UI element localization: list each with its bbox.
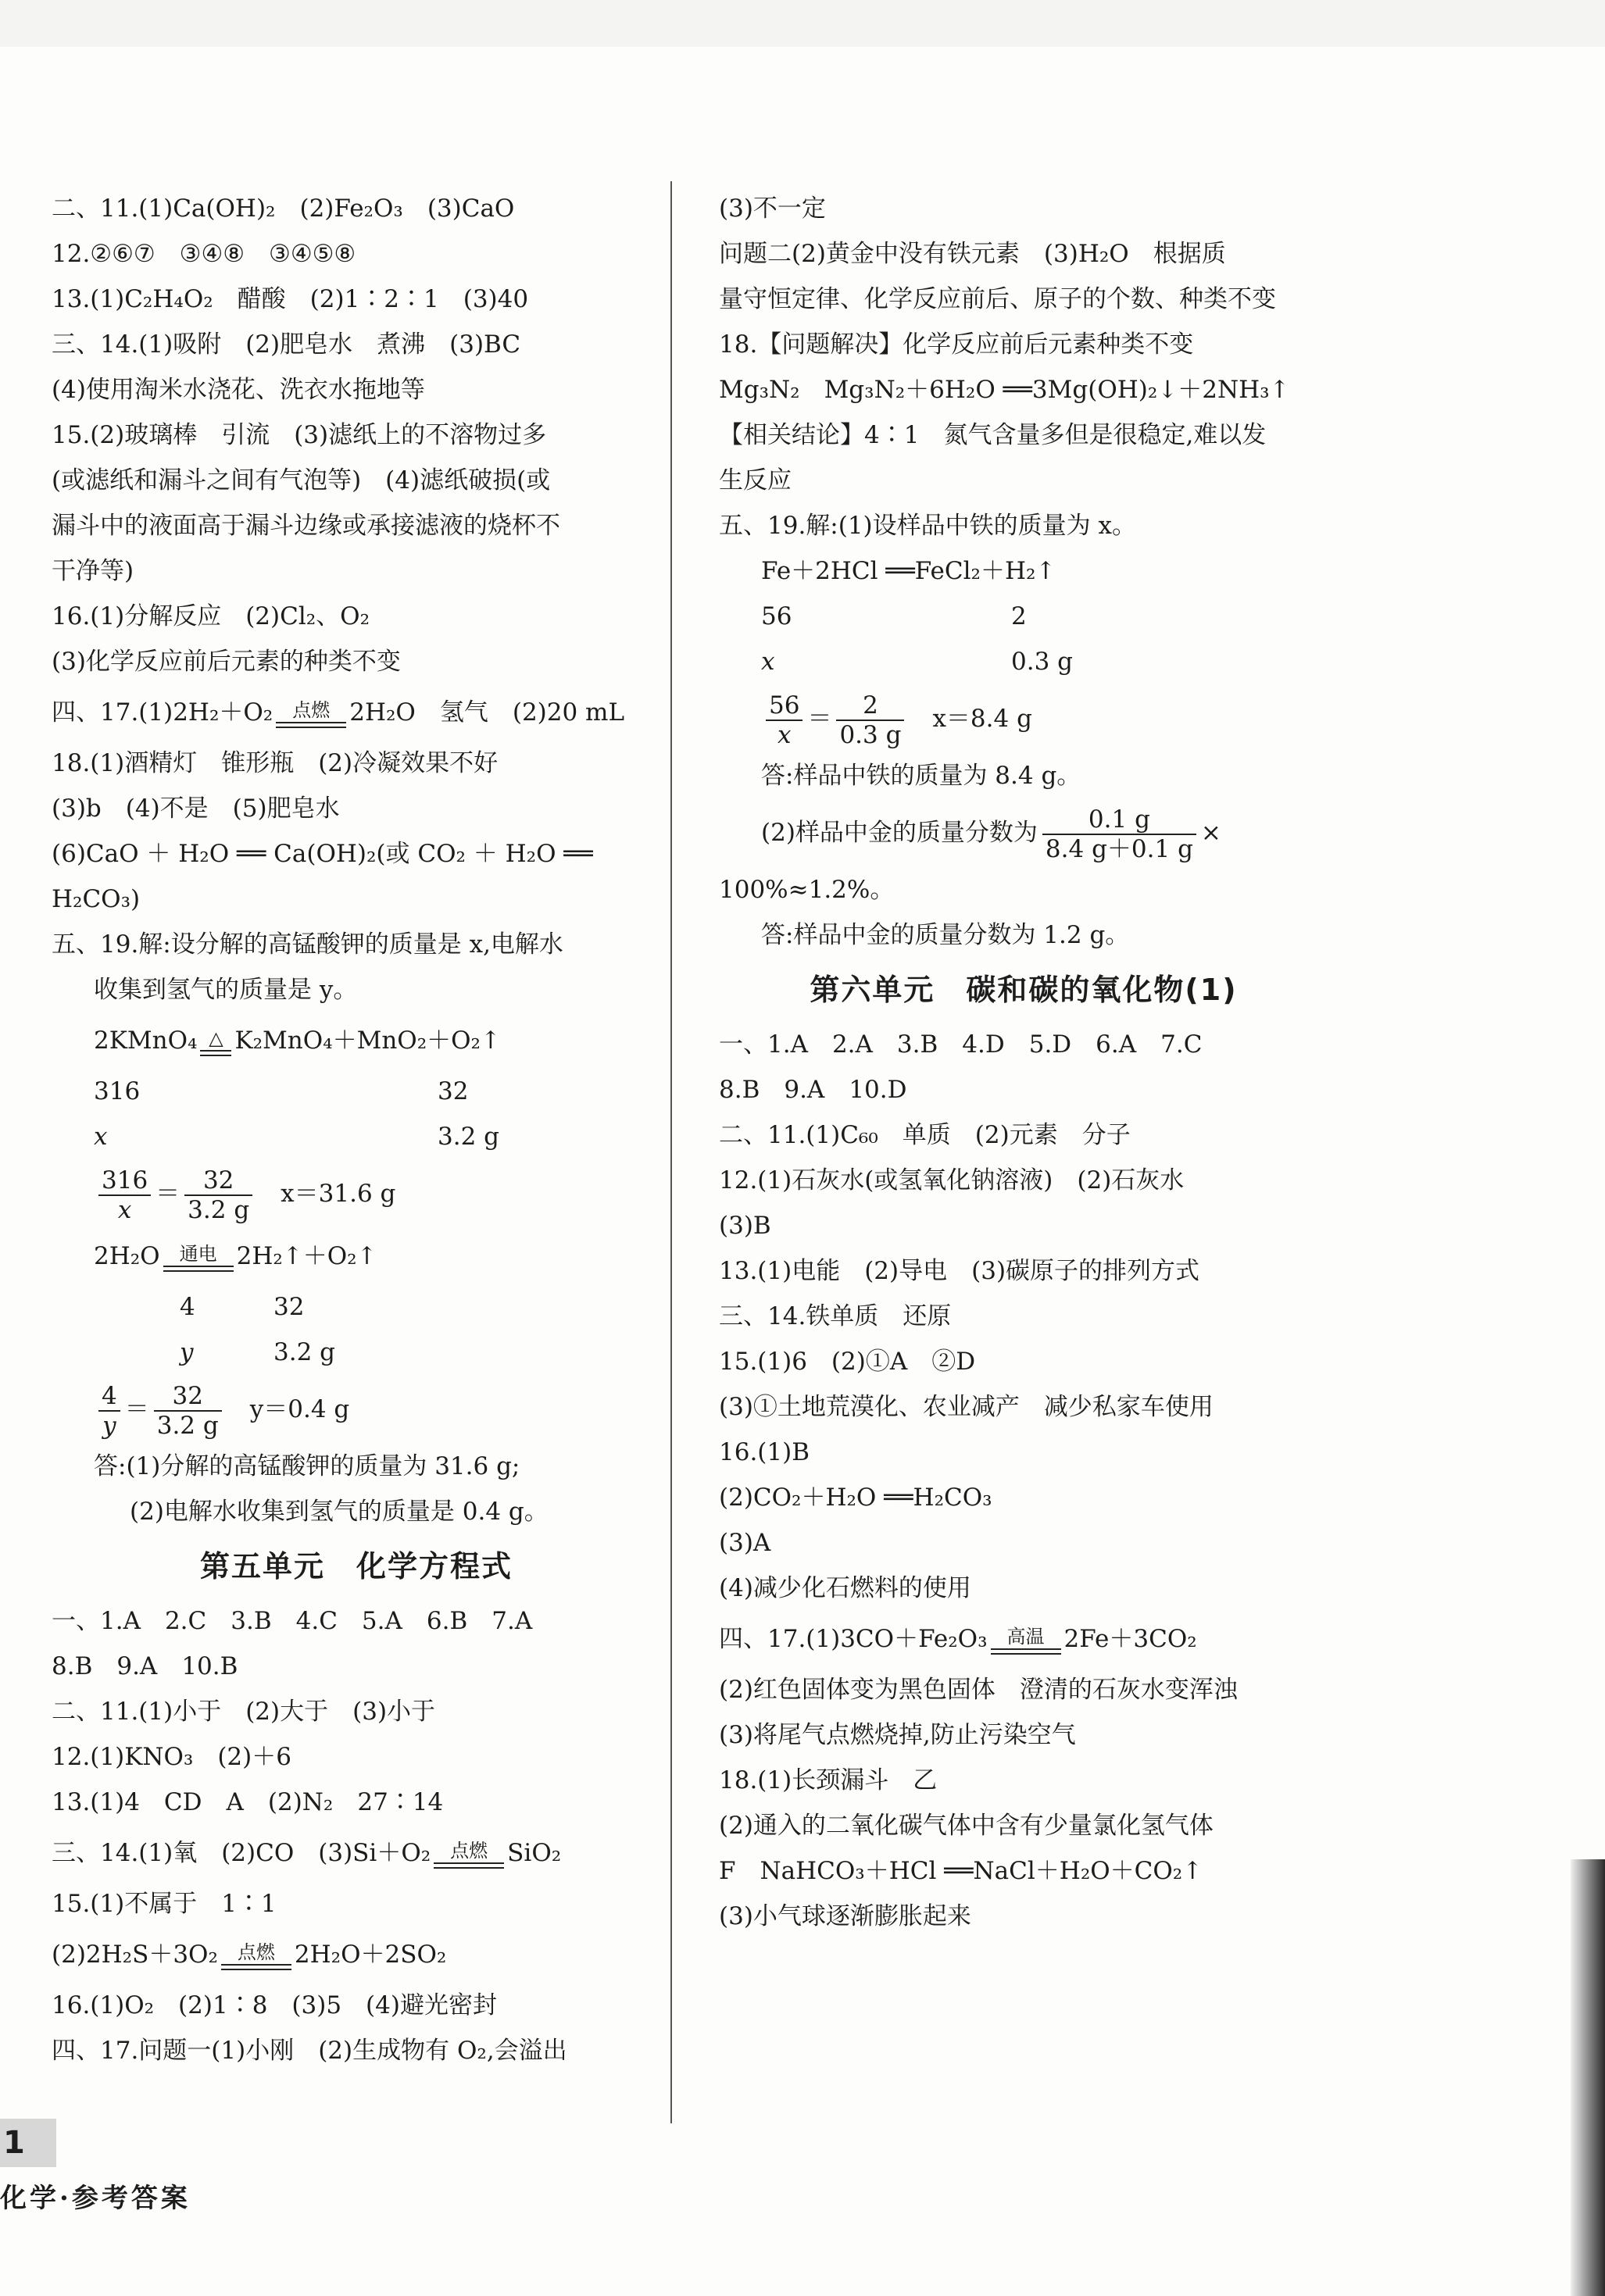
- ratio-left: 316: [94, 1077, 141, 1105]
- denominator: x: [777, 720, 792, 749]
- numerator: 316: [98, 1166, 151, 1196]
- answer-line: (2)红色固体变为黑色固体 澄清的石灰水变浑浊: [719, 1676, 1238, 1704]
- equation-right: 2H₂O 氢气 (2)20 mL: [349, 698, 625, 727]
- answer-line: 12.②⑥⑦ ③④⑧ ③④⑤⑧: [52, 240, 356, 268]
- answer-line: 18.(1)酒精灯 锥形瓶 (2)冷凝效果不好: [52, 749, 499, 777]
- answer-line: 18.(1)长颈漏斗 乙: [719, 1766, 938, 1794]
- answer-line: Fe＋2HCl ══FeCl₂＋H₂↑: [761, 557, 1056, 585]
- fraction: [836, 691, 904, 749]
- fraction-line: [719, 798, 1328, 867]
- ratio-right: 3.2 g: [438, 1123, 499, 1151]
- equation-line: [52, 1926, 661, 1983]
- answer-text: (2)样品中金的质量分数为: [761, 819, 1038, 847]
- ratio-right: 32: [438, 1077, 469, 1105]
- ratio-line: [52, 1330, 661, 1375]
- reaction-condition: [276, 698, 346, 741]
- answer-line: (3)B: [719, 1212, 771, 1240]
- equals-sign: ＝: [155, 1180, 181, 1208]
- equation-right: 2H₂↑＋O₂↑: [236, 1242, 377, 1270]
- answer-line: 答:(1)分解的高锰酸钾的质量为 31.6 g;: [94, 1452, 520, 1480]
- result: x＝31.6 g: [281, 1180, 396, 1208]
- numerator: 2: [836, 691, 904, 721]
- column-divider: [670, 181, 672, 2123]
- equation-right: 2Fe＋3CO₂: [1063, 1625, 1197, 1653]
- condition-label: 高温: [1006, 1626, 1045, 1648]
- equals-sign: ＝: [807, 705, 832, 733]
- double-bar-sign: [163, 1266, 234, 1272]
- answer-line: 13.(1)电能 (2)导电 (3)碳原子的排列方式: [719, 1257, 1200, 1285]
- answer-line: 15.(2)玻璃棒 引流 (3)滤纸上的不溶物过多: [52, 421, 547, 449]
- answer-line: (3)化学反应前后元素的种类不变: [52, 648, 401, 676]
- answer-line: 五、19.解:设分解的高锰酸钾的质量是 x,电解水: [52, 930, 563, 959]
- equation-line: [52, 1825, 661, 1881]
- ratio-right: 0.3 g: [1011, 648, 1073, 676]
- equation-line: [52, 1228, 661, 1284]
- equation-line: [52, 1012, 661, 1069]
- answer-line: 答:样品中金的质量分数为 1.2 g。: [761, 921, 1130, 949]
- answer-line: (或滤纸和漏斗之间有气泡等) (4)滤纸破损(或: [52, 466, 551, 495]
- reaction-condition: [991, 1625, 1061, 1667]
- double-bar-sign: [221, 1964, 291, 1970]
- answer-line: 16.(1)O₂ (2)1∶8 (3)5 (4)避光密封: [52, 1991, 497, 2019]
- answer-line: 100%≈1.2%。: [719, 876, 895, 904]
- answer-line: 13.(1)4 CD A (2)N₂ 27∶14: [52, 1788, 444, 1816]
- denominator: 3.2 g: [156, 1411, 219, 1440]
- fraction-line: [52, 1159, 661, 1228]
- result: y＝0.4 g: [249, 1395, 350, 1423]
- answer-line: (6)CaO ＋ H₂O ══ Ca(OH)₂(或 CO₂ ＋ H₂O ══: [52, 840, 593, 868]
- double-bar-sign: [276, 722, 346, 728]
- answer-line: 15.(1)6 (2)①A ②D: [719, 1348, 976, 1376]
- page-number: 1: [0, 2119, 56, 2167]
- answer-line: 13.(1)C₂H₄O₂ 醋酸 (2)1∶2∶1 (3)40: [52, 285, 529, 313]
- equation-left: 四、17.(1)2H₂＋O₂: [52, 698, 273, 727]
- reaction-condition: [434, 1839, 504, 1881]
- answer-line: 生反应: [719, 466, 792, 495]
- ratio-line: [52, 1114, 661, 1159]
- equation-right: SiO₂: [507, 1839, 562, 1867]
- answer-line: (3)b (4)不是 (5)肥皂水: [52, 794, 340, 823]
- ratio-line: [719, 639, 1328, 684]
- condition-label: 点燃: [450, 1840, 488, 1862]
- answer-line: 五、19.解:(1)设样品中铁的质量为 x。: [719, 512, 1136, 540]
- ratio-right: 32: [273, 1293, 305, 1321]
- answer-line: 二、11.(1)C₆₀ 单质 (2)元素 分子: [719, 1121, 1131, 1149]
- fraction: [154, 1382, 222, 1440]
- fraction: [1042, 805, 1196, 863]
- answer-line: 12.(1)KNO₃ (2)＋6: [52, 1743, 291, 1771]
- double-bar-sign: [991, 1648, 1061, 1655]
- answer-line: 12.(1)石灰水(或氢氧化钠溶液) (2)石灰水: [719, 1166, 1185, 1194]
- answer-line: 一、1.A 2.A 3.B 4.D 5.D 6.A 7.C: [719, 1030, 1203, 1059]
- answer-line: 四、17.问题一(1)小刚 (2)生成物有 O₂,会溢出: [52, 2037, 567, 2065]
- ratio-left: y: [180, 1338, 194, 1366]
- numerator: 56: [766, 691, 802, 721]
- answer-line: (3)不一定: [719, 195, 826, 223]
- fraction: [98, 1382, 120, 1440]
- equation-right: 2H₂O＋2SO₂: [294, 1941, 447, 1969]
- numerator: 32: [154, 1382, 222, 1412]
- unit-title: 第六单元 碳和碳的氧化物(1): [810, 973, 1238, 1007]
- answer-line: (3)将尾气点燃烧掉,防止污染空气: [719, 1721, 1076, 1749]
- answer-line: 8.B 9.A 10.D: [719, 1076, 907, 1104]
- fraction-line: [52, 1375, 661, 1444]
- answer-line: 干净等): [52, 557, 134, 585]
- times-sign: ×: [1200, 819, 1221, 847]
- answer-line: 问题二(2)黄金中没有铁元素 (3)H₂O 根据质: [719, 240, 1226, 268]
- ratio-line: [52, 1284, 661, 1330]
- condition-label: 点燃: [292, 699, 331, 721]
- equation-line: [52, 684, 661, 741]
- equation-left: (2)2H₂S＋3O₂: [52, 1941, 218, 1969]
- ratio-left: 4: [180, 1293, 195, 1321]
- answer-line: (3)A: [719, 1529, 771, 1557]
- answer-line: 三、14.铁单质 还原: [719, 1302, 952, 1330]
- answer-line: 三、14.(1)吸附 (2)肥皂水 煮沸 (3)BC: [52, 330, 521, 359]
- left-column: [52, 186, 661, 2073]
- denominator: 0.3 g: [839, 720, 902, 749]
- answer-line: F NaHCO₃＋HCl ══NaCl＋H₂O＋CO₂↑: [719, 1857, 1203, 1885]
- answer-line: 答:样品中铁的质量为 8.4 g。: [761, 762, 1081, 790]
- answer-line: (3)小气球逐渐膨胀起来: [719, 1902, 971, 1930]
- answer-line: 二、11.(1)Ca(OH)₂ (2)Fe₂O₃ (3)CaO: [52, 195, 515, 223]
- numerator: 4: [98, 1382, 120, 1412]
- answer-line: 16.(1)分解反应 (2)Cl₂、O₂: [52, 602, 370, 630]
- answer-line: 18.【问题解决】化学反应前后元素种类不变: [719, 330, 1194, 359]
- condition-label: △: [209, 1027, 223, 1049]
- scan-edge-shadow: [1571, 1859, 1605, 2296]
- answer-line: (3)①土地荒漠化、农业减产 减少私家车使用: [719, 1393, 1214, 1421]
- denominator: x: [117, 1195, 132, 1224]
- answer-line: 15.(1)不属于 1∶1: [52, 1890, 277, 1918]
- answer-line: (2)CO₂＋H₂O ══H₂CO₃: [719, 1484, 992, 1512]
- answer-line: 漏斗中的液面高于漏斗边缘或承接滤液的烧杯不: [52, 512, 560, 540]
- equals-sign: ＝: [124, 1395, 149, 1423]
- condition-label: 通电: [179, 1243, 217, 1265]
- reaction-condition: [200, 1027, 231, 1069]
- numerator: 32: [184, 1166, 252, 1196]
- equation-left: 四、17.(1)3CO＋Fe₂O₃: [719, 1625, 988, 1653]
- equation-left: 2KMnO₄: [94, 1027, 198, 1055]
- unit-title: 第五单元 化学方程式: [199, 1549, 513, 1584]
- answer-line: 16.(1)B: [719, 1438, 810, 1466]
- equation-right: K₂MnO₄＋MnO₂＋O₂↑: [234, 1027, 501, 1055]
- numerator: 0.1 g: [1042, 805, 1196, 835]
- ratio-left: 56: [761, 602, 792, 630]
- denominator: 3.2 g: [188, 1195, 250, 1224]
- fraction: [98, 1166, 151, 1224]
- answer-line: 收集到氢气的质量是 y。: [94, 976, 358, 1004]
- ratio-left: x: [94, 1123, 108, 1151]
- denominator: 8.4 g＋0.1 g: [1045, 834, 1193, 863]
- equation-left: 2H₂O: [94, 1242, 160, 1270]
- fraction-line: [719, 684, 1328, 753]
- equation-left: 三、14.(1)氧 (2)CO (3)Si＋O₂: [52, 1839, 431, 1867]
- equation-line: [719, 1611, 1328, 1667]
- double-bar-sign: [434, 1862, 504, 1869]
- answer-line: 8.B 9.A 10.B: [52, 1652, 238, 1680]
- ratio-line: [52, 1069, 661, 1114]
- ratio-line: [719, 594, 1328, 639]
- answer-line: (4)减少化石燃料的使用: [719, 1574, 971, 1602]
- fraction: [766, 691, 802, 749]
- fraction: [184, 1166, 252, 1224]
- denominator: y: [102, 1411, 116, 1440]
- answer-line: H₂CO₃): [52, 885, 141, 913]
- page-footer: 化学·参考答案: [0, 2183, 191, 2214]
- right-column: [719, 186, 1328, 1939]
- answer-line: 【相关结论】4∶1 氮气含量多但是很稳定,难以发: [719, 421, 1267, 449]
- answer-line: 量守恒定律、化学反应前后、原子的个数、种类不变: [719, 285, 1276, 313]
- answer-line: 二、11.(1)小于 (2)大于 (3)小于: [52, 1698, 436, 1726]
- answer-line: (2)电解水收集到氢气的质量是 0.4 g。: [130, 1498, 549, 1526]
- reaction-condition: [221, 1941, 291, 1983]
- answer-line: (2)通入的二氧化碳气体中含有少量氯化氢气体: [719, 1812, 1214, 1840]
- answer-line: Mg₃N₂ Mg₃N₂＋6H₂O ══3Mg(OH)₂↓＋2NH₃↑: [719, 376, 1290, 404]
- reaction-condition: [163, 1242, 234, 1284]
- scan-top-band: [0, 0, 1605, 47]
- result: x＝8.4 g: [932, 705, 1032, 733]
- condition-label: 点燃: [237, 1941, 275, 1963]
- ratio-left: x: [761, 648, 775, 676]
- answer-line: (4)使用淘米水浇花、洗衣水拖地等: [52, 376, 425, 404]
- ratio-right: 3.2 g: [273, 1338, 335, 1366]
- double-bar-sign: [200, 1050, 231, 1056]
- answer-line: 一、1.A 2.C 3.B 4.C 5.A 6.B 7.A: [52, 1607, 533, 1635]
- ratio-right: 2: [1011, 602, 1027, 630]
